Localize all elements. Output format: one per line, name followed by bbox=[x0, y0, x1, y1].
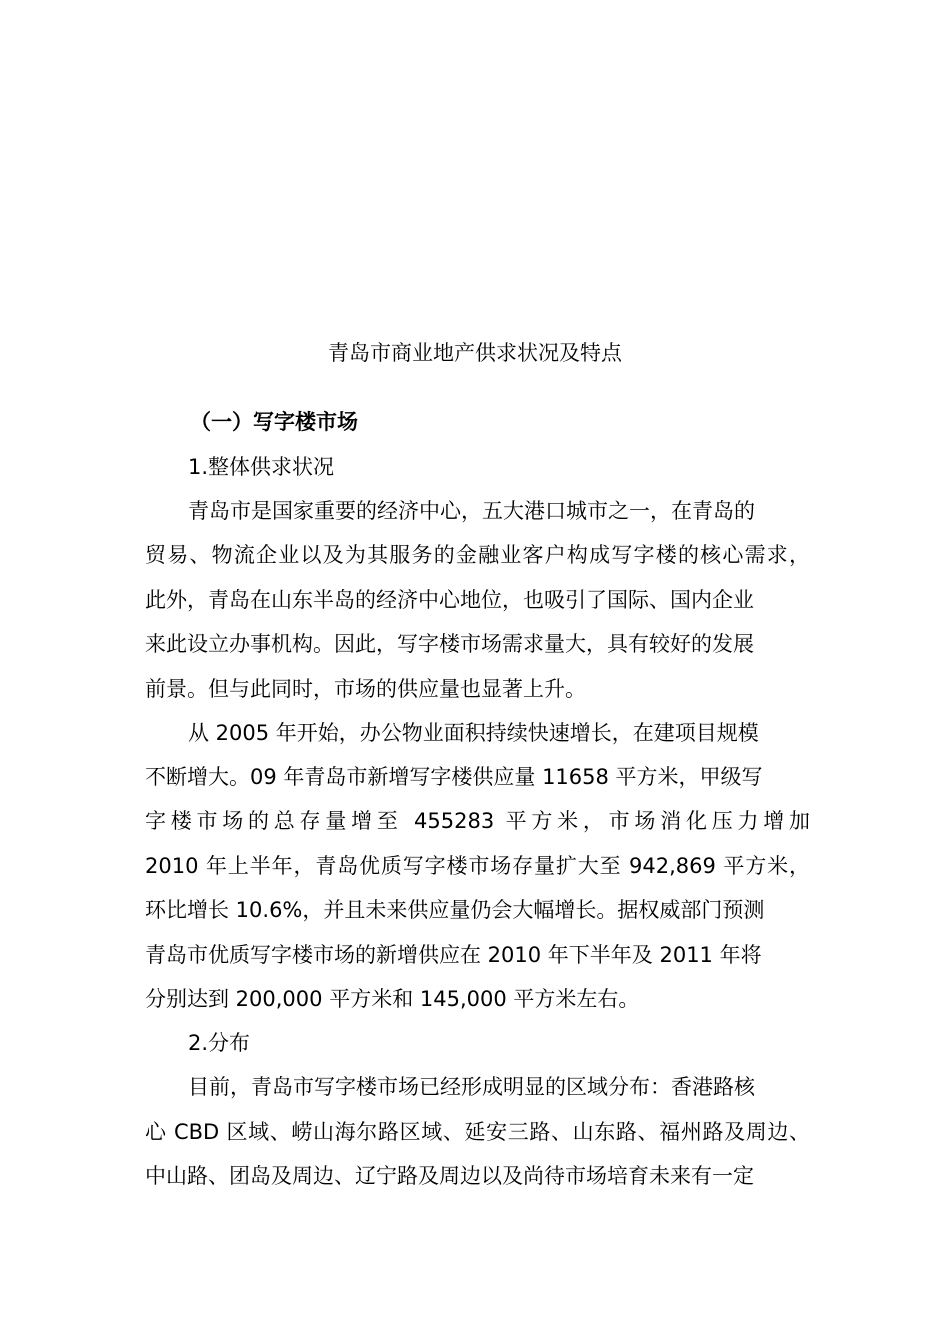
paragraph-line: 前景。但与此同时，市场的供应量也显著上升。 bbox=[145, 677, 586, 701]
paragraph-line: 环比增长 10.6%，并且未来供应量仍会大幅增长。据权威部门预测 bbox=[145, 898, 765, 922]
paragraph-line: 2010 年上半年，青岛优质写字楼市场存量扩大至 942,869 平方米， bbox=[145, 854, 810, 878]
paragraph-line: 分别达到 200,000 平方米和 145,000 平方米左右。 bbox=[145, 987, 640, 1011]
paragraph-line: 字楼市场的总存量增至 455283 平方米，市场消化压力增加 bbox=[145, 809, 810, 833]
paragraph-line: 中山路、团岛及周边、辽宁路及周边以及尚待市场培育未来有一定 bbox=[145, 1164, 754, 1188]
document-title: 青岛市商业地产供求状况及特点 bbox=[328, 341, 622, 365]
paragraph-line: 此外，青岛在山东半岛的经济中心地位，也吸引了国际、国内企业 bbox=[145, 588, 754, 612]
paragraph-line: 心 CBD 区域、崂山海尔路区域、延安三路、山东路、福州路及周边、 bbox=[145, 1120, 810, 1144]
paragraph-line: 贸易、物流企业以及为其服务的金融业客户构成写字楼的核心需求， bbox=[145, 543, 810, 567]
paragraph-line: 目前，青岛市写字楼市场已经形成明显的区域分布：香港路核 bbox=[188, 1075, 755, 1099]
paragraph-line: 从 2005 年开始，办公物业面积持续快速增长，在建项目规模 bbox=[188, 721, 759, 745]
subsection-heading: 2.分布 bbox=[188, 1031, 251, 1055]
subsection-heading: 1.整体供求状况 bbox=[188, 455, 335, 479]
paragraph-line: 来此设立办事机构。因此，写字楼市场需求量大，具有较好的发展 bbox=[145, 632, 754, 656]
paragraph-line: 不断增大。09 年青岛市新增写字楼供应量 11658 平方米，甲级写 bbox=[145, 765, 763, 789]
section-heading: （一）写字楼市场 bbox=[190, 410, 358, 434]
paragraph-line: 青岛市优质写字楼市场的新增供应在 2010 年下半年及 2011 年将 bbox=[145, 943, 762, 967]
paragraph-line: 青岛市是国家重要的经济中心，五大港口城市之一，在青岛的 bbox=[188, 499, 755, 523]
